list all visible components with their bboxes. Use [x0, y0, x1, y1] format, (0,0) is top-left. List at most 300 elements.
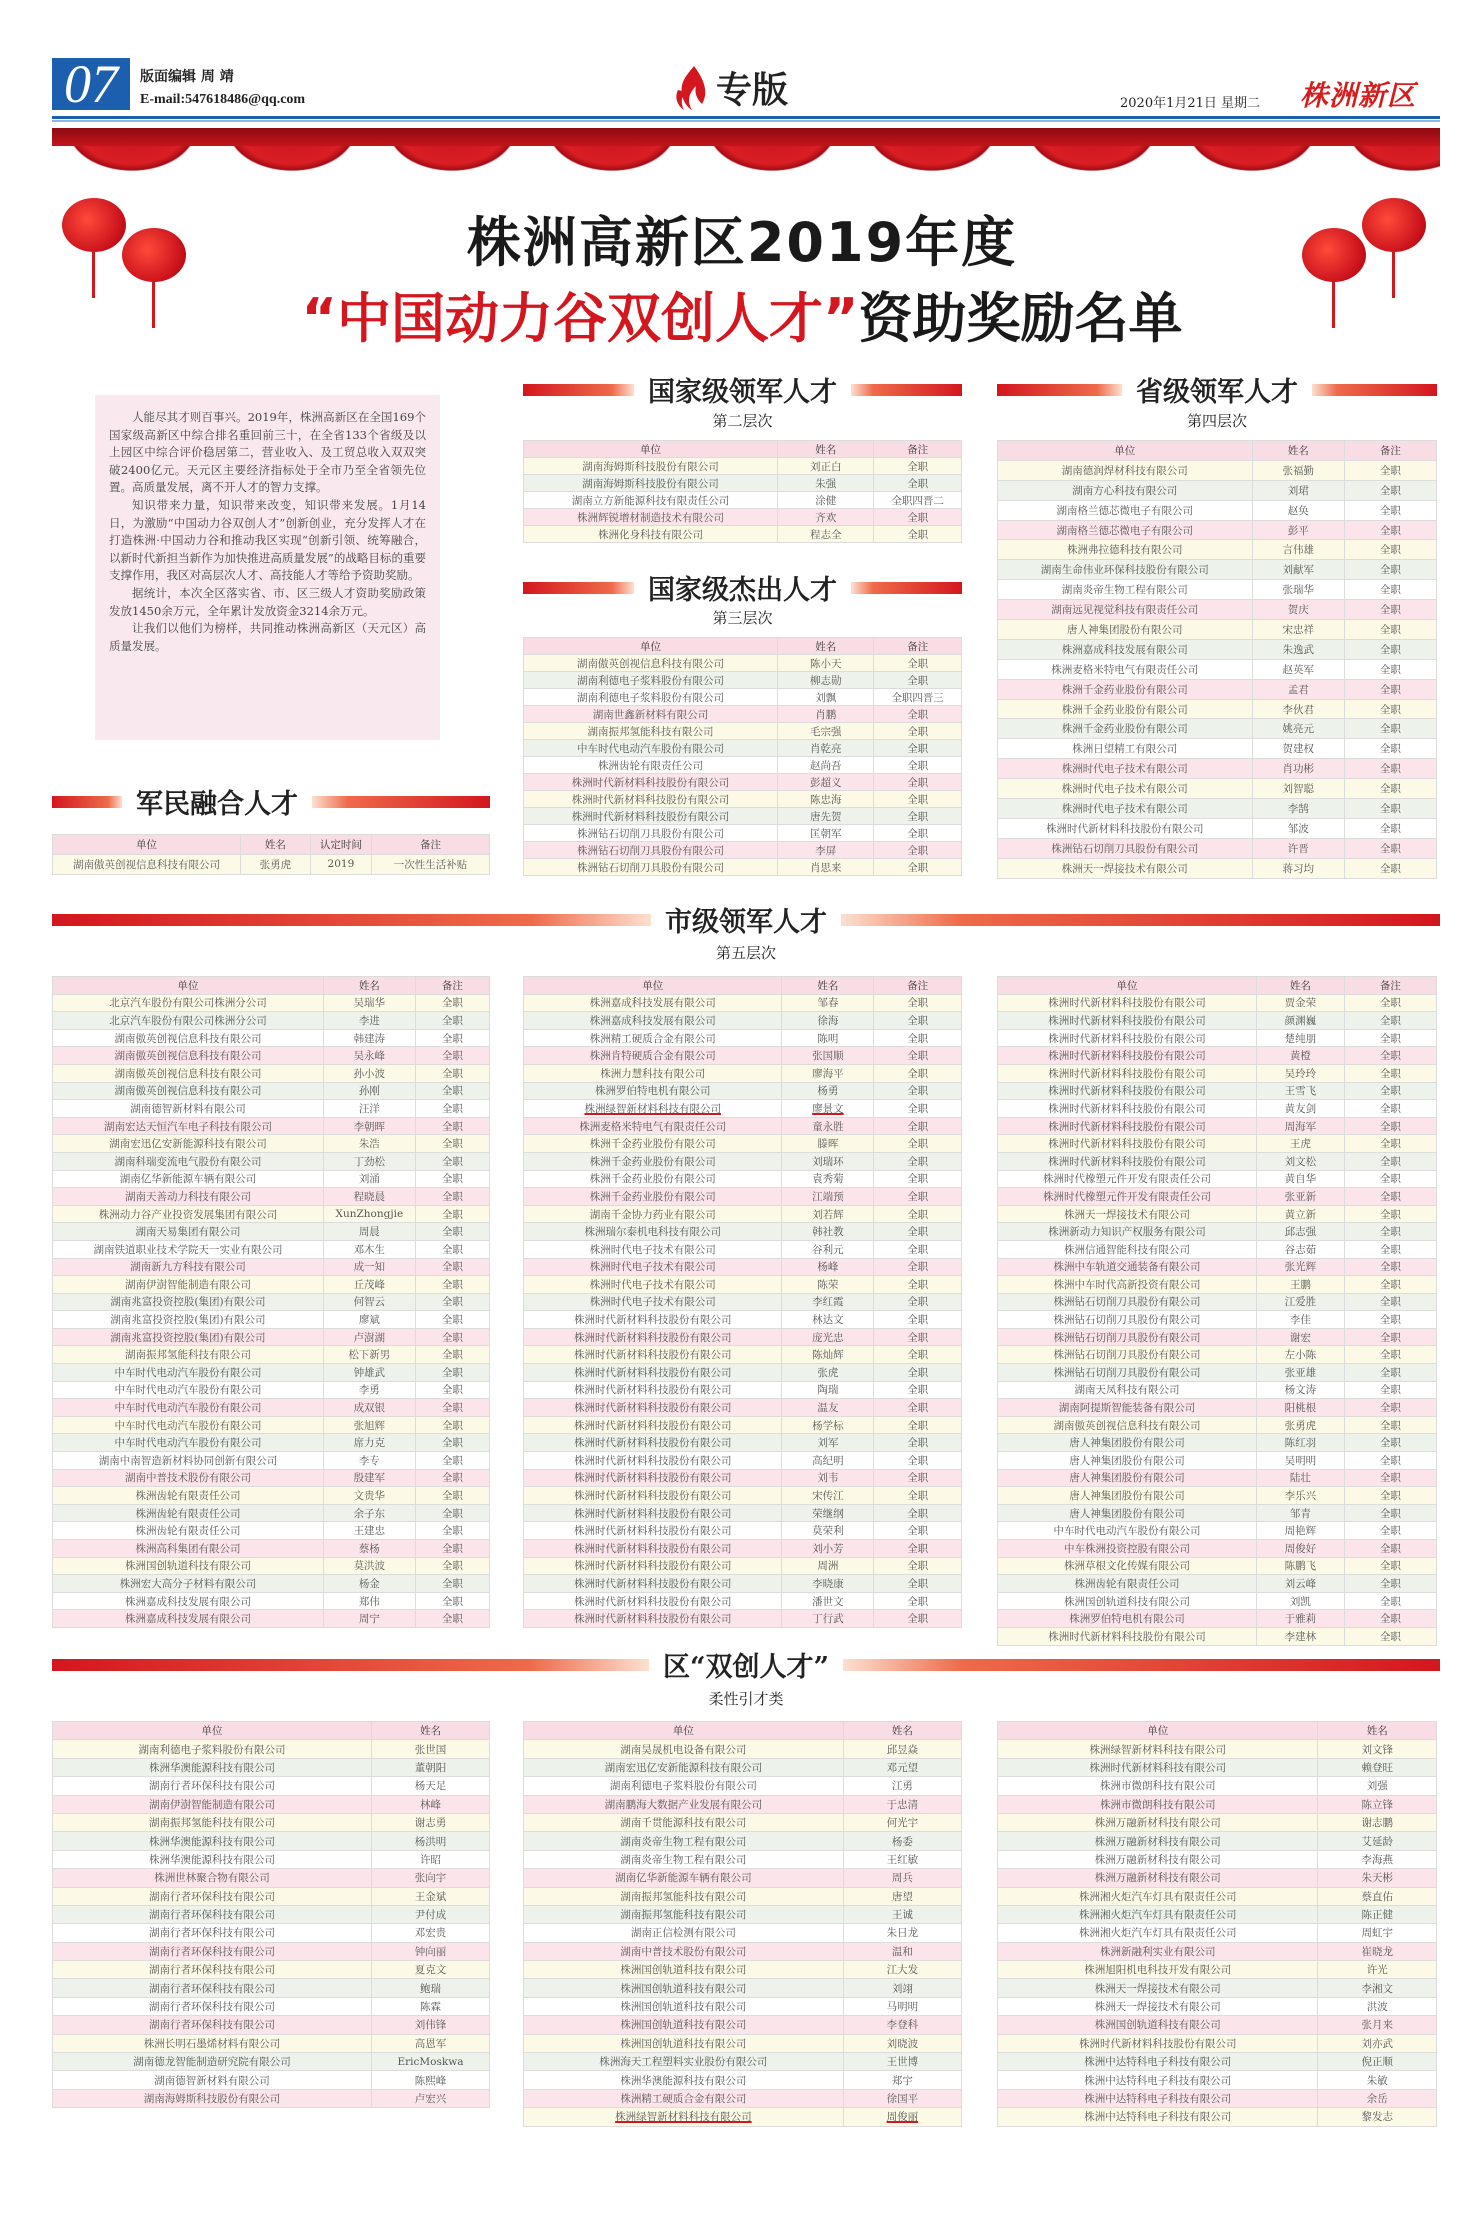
unit-cell: [524, 475, 778, 492]
cell-text: 株洲千金药业股份有限公司: [1061, 683, 1188, 696]
name-cell: [1257, 1540, 1345, 1558]
note-cell: [1344, 659, 1436, 679]
cell-text: 杨委: [891, 1835, 913, 1848]
name-cell: [843, 2071, 961, 2089]
cell-text: 株洲中车轨道交通装备有限公司: [1053, 1261, 1201, 1274]
cell-text: 周宁: [358, 1613, 380, 1626]
cell-text: 北京汽车股份有限公司株洲分公司: [109, 997, 267, 1010]
cell-text: 全职: [1379, 1507, 1401, 1520]
note-cell: [415, 1346, 489, 1364]
newspaper-brand-logo: 株洲新区: [1300, 79, 1417, 112]
unit-cell: [998, 1795, 1318, 1813]
heading-bar: [851, 384, 962, 396]
cell-text: 株洲千金药业股份有限公司: [589, 1138, 716, 1151]
cell-text: 唐人神集团股份有限公司: [1069, 1454, 1185, 1467]
note-cell: [371, 854, 489, 874]
cell-text: 全职: [1379, 997, 1401, 1010]
name-cell: [323, 1522, 415, 1540]
note-cell: [1344, 1258, 1436, 1276]
unit-cell: [53, 1100, 324, 1118]
cell-text: 滕晖: [817, 1138, 839, 1151]
table-row: [998, 500, 1437, 520]
cell-text: 全职: [907, 861, 929, 874]
name-cell: [1252, 719, 1344, 739]
cell-text: 于忠清: [886, 1798, 919, 1811]
cell-text: 全职: [441, 1208, 463, 1221]
name-cell: [1252, 500, 1344, 520]
table-row: [998, 1942, 1437, 1960]
cell-text: 中车时代电动汽车股份有限公司: [114, 1437, 262, 1450]
cell-text: 株洲时代新材料科技股份有限公司: [573, 1490, 732, 1503]
table-row: [524, 1942, 962, 1960]
section-title: 市级领军人才: [665, 907, 827, 938]
unit-cell: [524, 1364, 782, 1382]
cell-text: 全职: [907, 759, 929, 772]
name-cell: [1318, 2034, 1437, 2052]
note-cell: [874, 1188, 962, 1206]
cell-text: 殷建军: [353, 1472, 386, 1485]
table-row: [998, 1276, 1437, 1294]
cell-text: 朱日龙: [886, 1927, 919, 1940]
cell-text: 肖思来: [809, 861, 842, 874]
unit-cell: [524, 1979, 844, 1997]
table-row: [524, 655, 962, 672]
unit-cell: [524, 1293, 782, 1311]
cell-text: 杨天足: [414, 1780, 447, 1793]
cell-text: 邹春: [817, 997, 839, 1010]
cell-text: 全职: [441, 1349, 463, 1362]
cell-text: 全职: [1379, 524, 1401, 537]
cell-text: 鲍瑞: [420, 1982, 441, 1995]
cell-text: 谢宏: [1289, 1331, 1311, 1344]
table-row: [998, 1540, 1437, 1558]
cell-text: 株洲齿轮有限责任公司: [135, 1490, 241, 1503]
note-cell: [874, 458, 962, 475]
cell-text: 邱昱焱: [886, 1743, 919, 1756]
note-cell: [415, 1152, 489, 1170]
name-cell: [372, 1813, 490, 1831]
unit-cell: [524, 1170, 782, 1188]
unit-cell: [524, 1540, 782, 1558]
cell-text: 陶瑞: [817, 1384, 839, 1397]
cell-text: 株洲时代新材料科技有限公司: [1089, 1761, 1226, 1774]
cell-text: 中车株洲投资控股有限公司: [1064, 1542, 1190, 1555]
table-row: [524, 1047, 962, 1065]
section-heading-district: [52, 1645, 1440, 1684]
table-row: [524, 2034, 962, 2052]
note-cell: [874, 526, 962, 543]
column-header: 单位: [524, 638, 778, 655]
unit-cell: [998, 1364, 1257, 1382]
name-cell: [1257, 994, 1345, 1012]
cell-text: 株洲市微朗科技有限公司: [1099, 1780, 1216, 1793]
cell-text: 全职: [1379, 1032, 1401, 1045]
cell-text: 刘小芳: [812, 1542, 844, 1555]
note-cell: [874, 1399, 962, 1417]
cell-text: 全职: [1379, 564, 1401, 577]
name-cell: [1318, 1887, 1437, 1905]
cell-text: 全职: [1379, 1454, 1401, 1467]
unit-cell: [53, 1469, 324, 1487]
note-cell: [415, 1135, 489, 1153]
cell-text: 李建林: [1284, 1630, 1317, 1643]
table-row: [998, 1557, 1437, 1575]
table-row: [998, 1997, 1437, 2015]
name-cell: [1257, 1170, 1345, 1188]
note-cell: [874, 1610, 962, 1628]
name-cell: [323, 1205, 415, 1223]
cell-text: 湖南科瑞变流电气股份有限公司: [114, 1155, 262, 1168]
heading-bar: [841, 914, 1440, 926]
table-row: [524, 808, 962, 825]
name-cell: [782, 1100, 874, 1118]
unit-cell: [53, 1346, 324, 1364]
table-row: [53, 1240, 490, 1258]
unit-cell: [998, 1311, 1257, 1329]
cell-text: 株洲动力谷产业投资发展集团有限公司: [98, 1208, 278, 1221]
cell-text: 全职: [907, 827, 929, 840]
unit-cell: [53, 2071, 372, 2089]
column-header: 姓名: [1318, 1722, 1437, 1740]
unit-cell: [524, 655, 778, 672]
unit-cell: [524, 1961, 844, 1979]
cell-text: 全职: [1379, 723, 1401, 736]
cell-text: 韩建涛: [353, 1032, 386, 1045]
name-cell: [782, 1117, 874, 1135]
cell-text: 株洲国创轨道科技有限公司: [1094, 2019, 1221, 2032]
name-cell: [782, 1522, 874, 1540]
unit-cell: [998, 1135, 1257, 1153]
name-cell: [1257, 1557, 1345, 1575]
unit-cell: [53, 1997, 372, 2015]
note-cell: [415, 1452, 489, 1470]
name-cell: [1318, 2053, 1437, 2071]
table-row: [998, 799, 1437, 819]
cell-text: 全职: [1379, 1613, 1401, 1626]
cell-text: 株洲草根文化传媒有限公司: [1064, 1560, 1190, 1573]
cell-text: 刘涌: [358, 1173, 380, 1186]
name-cell: [1257, 1627, 1345, 1645]
table-row: [524, 842, 962, 859]
unit-cell: [998, 1905, 1318, 1923]
table-row: [998, 1258, 1437, 1276]
note-cell: [1344, 1170, 1436, 1188]
cell-text: 唐人神集团股份有限公司: [1067, 623, 1183, 636]
unit-cell: [998, 1592, 1257, 1610]
note-cell: [1344, 639, 1436, 659]
name-cell: [782, 994, 874, 1012]
cell-text: 湖南傲英创视信息科技有限公司: [114, 1085, 262, 1098]
cell-text: 株洲时代新材料科技股份有限公司: [573, 1349, 732, 1362]
unit-cell: [53, 2053, 372, 2071]
cell-text: 夏克文: [414, 1964, 447, 1977]
cell-text: 株洲华澳能源科技有限公司: [620, 2074, 747, 2087]
cell-text: 株洲高科集团有限公司: [135, 1542, 241, 1555]
name-cell: [1252, 460, 1344, 480]
table-row: [998, 1082, 1437, 1100]
cell-text: 湖南鹏海大数据产业发展有限公司: [604, 1798, 763, 1811]
cell-text: 全职: [1379, 1067, 1401, 1080]
unit-cell: [524, 492, 778, 509]
cell-text: 唐先贺: [809, 810, 842, 823]
name-cell: [1318, 1777, 1437, 1795]
cell-text: 湖南中普技术股份有限公司: [620, 1945, 747, 1958]
cell-text: 马明明: [886, 2001, 919, 2014]
table-row: [524, 1029, 962, 1047]
cell-text: 童永胜: [812, 1120, 844, 1133]
column-header: 姓名: [782, 977, 874, 995]
name-cell: [372, 1942, 490, 1960]
note-cell: [874, 740, 962, 757]
table-row: [998, 1961, 1437, 1979]
note-cell: [1344, 480, 1436, 500]
cell-text: 肖功彬: [1282, 763, 1314, 776]
unit-cell: [998, 2053, 1318, 2071]
cell-text: 刘智聪: [1282, 783, 1314, 796]
cell-text: 张虎: [817, 1366, 839, 1379]
intro-paragraph: 让我们以他们为榜样，共同推动株洲高新区（天元区）高质量发展。: [109, 621, 426, 653]
unit-cell: [524, 825, 778, 842]
cell-text: 株洲精工硬质合金有限公司: [589, 1032, 716, 1045]
table-row: [998, 838, 1437, 858]
table-row: [524, 859, 962, 876]
table-row: [524, 1399, 962, 1417]
cell-text: 全职: [1379, 862, 1401, 875]
table-row: [53, 1777, 490, 1795]
note-cell: [415, 1188, 489, 1206]
cell-text: 唐人神集团股份有限公司: [1069, 1507, 1185, 1520]
column-header: 单位: [524, 977, 782, 995]
note-cell: [415, 1328, 489, 1346]
unit-cell: [998, 1777, 1318, 1795]
table-row: [53, 1276, 490, 1294]
table-row: [524, 1293, 962, 1311]
cell-text: 陈小天: [809, 657, 842, 670]
note-cell: [874, 1416, 962, 1434]
cell-text: 全职: [441, 1138, 463, 1151]
name-cell: [1252, 779, 1344, 799]
cell-text: 湖南行者环保科技有限公司: [149, 1890, 275, 1903]
cell-text: 全职: [1379, 1490, 1401, 1503]
cell-text: 全职: [907, 1226, 929, 1239]
cell-text: 株洲日望精工有限公司: [1072, 743, 1178, 756]
table-header-row: [524, 1722, 962, 1740]
table-row: [998, 1047, 1437, 1065]
name-cell: [372, 1740, 490, 1758]
cell-text: 株洲时代新材料科技股份有限公司: [573, 1525, 732, 1538]
cell-text: 株洲钻石切削刀具股份有限公司: [577, 861, 725, 874]
note-cell: [415, 1082, 489, 1100]
cell-text: 刘韦: [817, 1472, 839, 1485]
name-cell: [778, 475, 874, 492]
table-row: [998, 1152, 1437, 1170]
cell-text: 席力克: [353, 1437, 386, 1450]
table-row: [998, 1328, 1437, 1346]
cell-text: 株洲天一焊接技术有限公司: [1094, 1982, 1221, 1995]
cell-text: 株洲钻石切削刀具股份有限公司: [1053, 1349, 1201, 1362]
cell-text: 湖南傲英创视信息科技有限公司: [577, 657, 725, 670]
name-cell: [778, 757, 874, 774]
cell-text: 陈荣: [817, 1278, 839, 1291]
note-cell: [1344, 620, 1436, 640]
note-cell: [415, 1557, 489, 1575]
table-row: [524, 1276, 962, 1294]
cell-text: 全职: [1379, 1595, 1401, 1608]
cell-text: 株洲绿智新材料科技有限公司: [615, 2111, 752, 2124]
unit-cell: [524, 1135, 782, 1153]
cell-text: 卢宏兴: [414, 2093, 447, 2105]
cell-text: 刘云峰: [1284, 1577, 1317, 1590]
name-cell: [1318, 1942, 1437, 1960]
cell-text: 涂健: [815, 494, 837, 507]
cell-text: 李晓康: [812, 1577, 844, 1590]
table-row: [998, 2016, 1437, 2034]
name-cell: [323, 1346, 415, 1364]
table-row: [524, 1416, 962, 1434]
cell-text: 株洲时代新材料科技股份有限公司: [571, 776, 730, 789]
name-cell: [778, 509, 874, 526]
cell-text: 株洲长明石墨烯材料有限公司: [143, 2037, 281, 2050]
cell-text: 湖南利德电子浆料股份有限公司: [609, 1780, 757, 1793]
table-row: [524, 1592, 962, 1610]
note-cell: [415, 1117, 489, 1135]
name-cell: [778, 723, 874, 740]
cell-text: 周晨: [358, 1226, 380, 1239]
table-row: [53, 1887, 490, 1905]
cell-text: 株洲湘火炬汽车灯具有限责任公司: [1078, 1890, 1237, 1903]
note-cell: [1344, 540, 1436, 560]
cell-text: 湖南炎帝生物工程有限公司: [1061, 584, 1188, 597]
unit-cell: [53, 1047, 324, 1065]
cell-text: 刘飘: [815, 691, 837, 704]
cell-text: 全职: [441, 1384, 463, 1397]
editor-credit: 版面编辑 周 靖: [140, 69, 234, 85]
cell-text: 全职: [1379, 1630, 1401, 1643]
name-cell: [1318, 1961, 1437, 1979]
unit-cell: [524, 1416, 782, 1434]
name-cell: [1257, 1012, 1345, 1030]
cell-text: 株洲时代电子技术有限公司: [589, 1261, 716, 1274]
cell-text: 全职: [1379, 703, 1401, 716]
name-cell: [1318, 1924, 1437, 1942]
name-cell: [1257, 1575, 1345, 1593]
column-header: 单位: [998, 977, 1257, 995]
cell-text: 株洲嘉成科技发展有限公司: [589, 997, 716, 1010]
unit-cell: [53, 2034, 372, 2052]
cell-text: 全职: [907, 1278, 929, 1291]
cell-text: 湖南中南智造新材料协同创新有限公司: [98, 1454, 278, 1467]
note-cell: [415, 1029, 489, 1047]
name-cell: [372, 1997, 490, 2015]
table-row: [53, 1100, 490, 1118]
name-cell: [1252, 620, 1344, 640]
cell-text: 株洲海天工程塑料实业股份有限公司: [599, 2056, 768, 2069]
heading-bar: [52, 1659, 649, 1671]
note-cell: [1344, 1117, 1436, 1135]
cell-text: 湖南振邦氢能科技有限公司: [587, 725, 714, 738]
unit-cell: [524, 509, 778, 526]
table-row: [53, 1381, 490, 1399]
unit-cell: [524, 1223, 782, 1241]
unit-cell: [524, 1758, 844, 1776]
name-cell: [1318, 1832, 1437, 1850]
cell-text: 廖景文: [812, 1102, 844, 1115]
cell-text: 谢志鹏: [1361, 1817, 1393, 1830]
table-row: [53, 1592, 490, 1610]
column-header: 单位: [53, 1722, 372, 1740]
cell-text: 株洲时代新材料科技股份有限公司: [573, 1542, 732, 1555]
note-cell: [874, 1047, 962, 1065]
table-row: [998, 1504, 1437, 1522]
cell-text: 株洲辉锐增材制造技术有限公司: [577, 511, 725, 524]
section-heading-national-leader: [523, 370, 962, 409]
cell-text: 董朝阳: [414, 1761, 447, 1774]
cell-text: 株洲时代新材料科技股份有限公司: [1048, 1120, 1206, 1133]
cell-text: 全职: [1379, 584, 1401, 597]
page-title-line1: 株洲高新区2019年度: [466, 211, 1018, 274]
name-cell: [1257, 1135, 1345, 1153]
unit-cell: [53, 1592, 324, 1610]
cell-text: 全职: [441, 1085, 463, 1098]
unit-cell: [524, 689, 778, 706]
note-cell: [415, 1504, 489, 1522]
unit-cell: [53, 1905, 372, 1923]
cell-text: 陈明: [817, 1032, 839, 1045]
table-row: [524, 1469, 962, 1487]
cell-text: 黎发志: [1361, 2111, 1393, 2124]
city-table-right: [997, 976, 1437, 1646]
name-cell: [1257, 1258, 1345, 1276]
cell-text: 杨文涛: [1284, 1384, 1317, 1397]
note-cell: [874, 774, 962, 791]
table-row: [53, 1979, 490, 1997]
cell-text: 株洲时代新材料科技股份有限公司: [571, 810, 730, 823]
cell-text: 李专: [358, 1454, 380, 1467]
cell-text: 刘强: [1366, 1780, 1388, 1793]
note-cell: [1344, 1100, 1436, 1118]
note-cell: [874, 1592, 962, 1610]
table-row: [998, 520, 1437, 540]
table-row: [998, 699, 1437, 719]
name-cell: [778, 689, 874, 706]
name-cell: [778, 706, 874, 723]
unit-cell: [998, 659, 1253, 679]
table-row: [524, 526, 962, 543]
cell-text: 全职: [907, 1419, 929, 1432]
name-cell: [782, 1434, 874, 1452]
name-cell: [782, 1223, 874, 1241]
cell-text: 朱逸武: [1282, 643, 1314, 656]
cell-text: 李佳: [1289, 1314, 1311, 1327]
cell-text: 全职: [441, 1014, 463, 1027]
cell-text: 株洲时代新材料科技股份有限公司: [573, 1437, 732, 1450]
cell-text: 全职: [907, 1138, 929, 1151]
cell-text: 潘世文: [812, 1595, 844, 1608]
unit-cell: [998, 1610, 1257, 1628]
table-row: [524, 475, 962, 492]
cell-text: 全职: [441, 1261, 463, 1274]
cell-text: 株洲旭阳机电科技开发有限公司: [1084, 1964, 1232, 1977]
cell-text: 株洲时代新材料科技股份有限公司: [573, 1419, 732, 1432]
name-cell: [782, 1188, 874, 1206]
name-cell: [778, 655, 874, 672]
name-cell: [1257, 1205, 1345, 1223]
table-row: [998, 1346, 1437, 1364]
name-cell: [1257, 1469, 1345, 1487]
table-row: [998, 1832, 1437, 1850]
table-row: [998, 1205, 1437, 1223]
cell-text: 全职: [1379, 1472, 1401, 1485]
